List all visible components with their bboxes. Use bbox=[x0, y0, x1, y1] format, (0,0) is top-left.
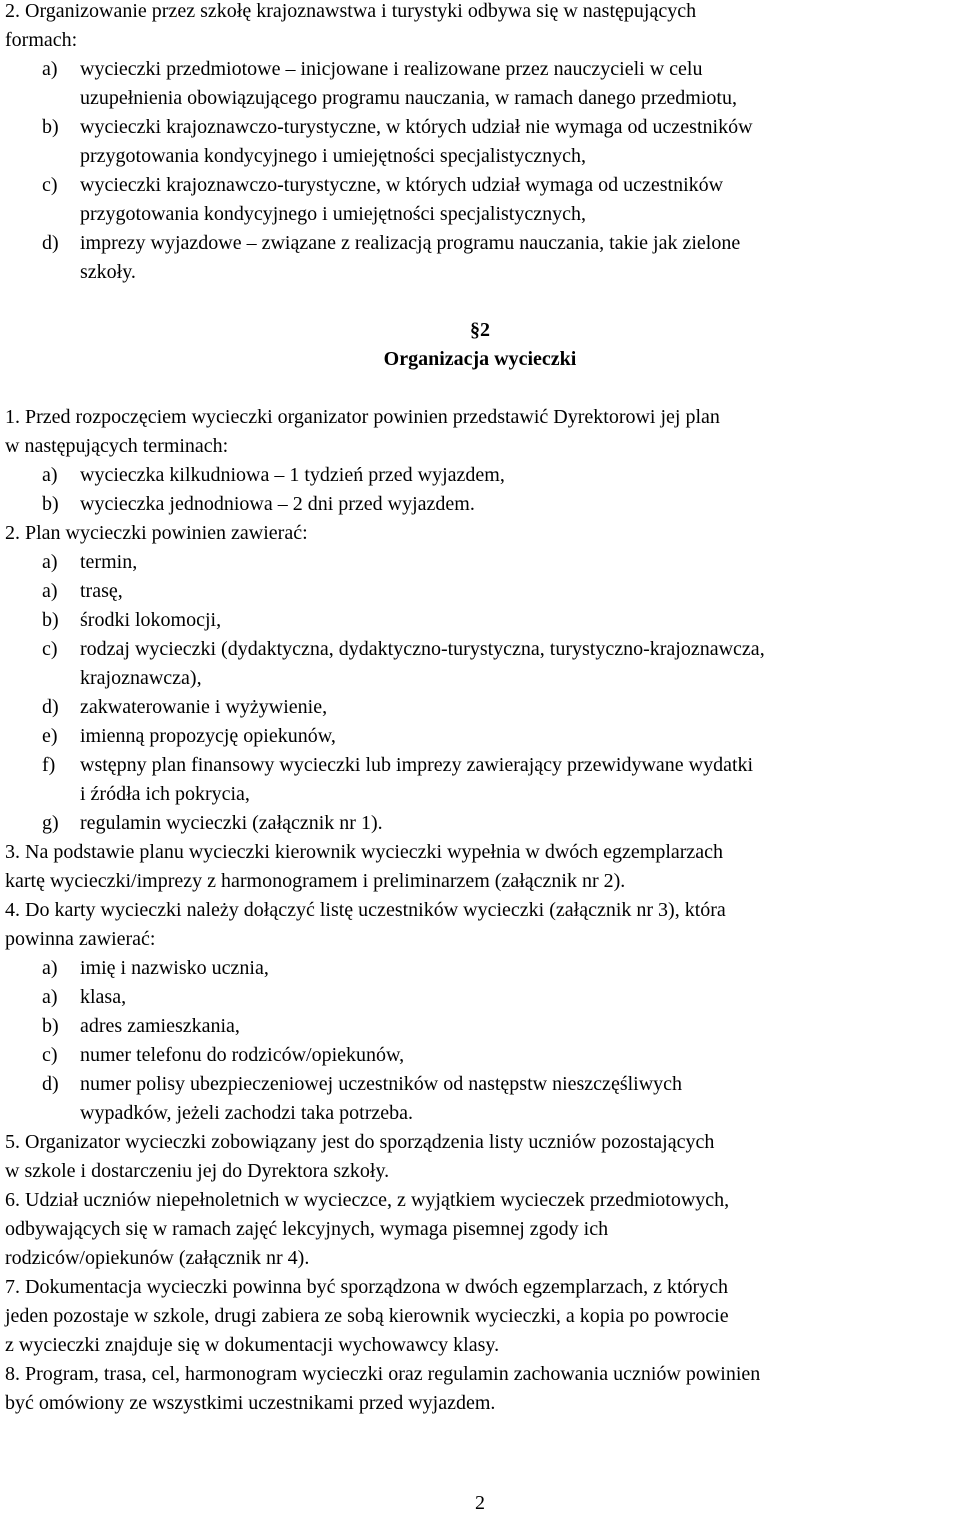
list-item bbox=[42, 1012, 240, 1041]
item-text: termin, bbox=[80, 551, 138, 573]
item-label: c) bbox=[42, 638, 58, 660]
list-item-cont: wypadków, jeżeli zachodzi taka potrzeba. bbox=[80, 1102, 413, 1124]
item-label: a) bbox=[42, 957, 58, 979]
item-label: d) bbox=[42, 232, 59, 254]
item-label: b) bbox=[42, 116, 59, 138]
section-title: Organizacja wycieczki bbox=[383, 348, 577, 370]
item-label: b) bbox=[42, 1015, 59, 1037]
list-item-b-cont: przygotowania kondycyjnego i umiejętności specjalistycznych, bbox=[80, 145, 586, 167]
list-item-d bbox=[42, 229, 740, 258]
list-item-d-cont: szkoły. bbox=[80, 261, 136, 283]
paragraph-6-line-3: rodziców/opiekunów (załącznik nr 4). bbox=[5, 1247, 310, 1269]
list-item bbox=[42, 954, 269, 983]
intro-line-1: 2. Organizowanie przez szkołę krajoznawstwa i turystyki odbywa się w następujących bbox=[5, 0, 697, 22]
item-text: wycieczka kilkudniowa – 1 tydzień przed wyjazdem, bbox=[80, 464, 505, 486]
item-text: adres zamieszkania, bbox=[80, 1015, 240, 1037]
list-item bbox=[42, 983, 126, 1012]
paragraph-6-line-1: 6. Udział uczniów niepełnoletnich w wycieczce, z wyjątkiem wycieczek przedmiotowych, bbox=[5, 1189, 730, 1211]
item-text: wycieczki krajoznawczo-turystyczne, w których udział nie wymaga od uczestników bbox=[80, 116, 753, 138]
paragraph-1-line-2: w następujących terminach: bbox=[5, 435, 229, 457]
list-item-a-cont: uzupełnienia obowiązującego programu nauczania, w ramach danego przedmiotu, bbox=[80, 87, 737, 109]
item-label: a) bbox=[42, 551, 58, 573]
item-label: c) bbox=[42, 174, 58, 196]
paragraph-7-line-2: jeden pozostaje w szkole, drugi zabiera ze sobą kierownik wycieczki, a kopia po powrocie bbox=[5, 1305, 729, 1327]
paragraph-6-line-2: odbywających się w ramach zajęć lekcyjnych, wymaga pisemnej zgody ich bbox=[5, 1218, 609, 1240]
item-label: g) bbox=[42, 812, 59, 834]
item-text: rodzaj wycieczki (dydaktyczna, dydaktyczno-turystyczna, turystyczno-krajoznawcza, bbox=[80, 638, 765, 660]
item-text: trasę, bbox=[80, 580, 123, 602]
paragraph-5-line-2: w szkole i dostarczeniu jej do Dyrektora szkoły. bbox=[5, 1160, 390, 1182]
item-label: c) bbox=[42, 1044, 58, 1066]
paragraph-7-line-1: 7. Dokumentacja wycieczki powinna być sporządzona w dwóch egzemplarzach, z których bbox=[5, 1276, 729, 1298]
list-item-cont: krajoznawcza), bbox=[80, 667, 202, 689]
paragraph-7-line-3: z wycieczki znajduje się w dokumentacji wychowawcy klasy. bbox=[5, 1334, 500, 1356]
item-label: e) bbox=[42, 725, 58, 747]
paragraph-8-line-2: być omówiony ze wszystkimi uczestnikami przed wyjazdem. bbox=[5, 1392, 496, 1414]
item-text: klasa, bbox=[80, 986, 127, 1008]
paragraph-4-line-2: powinna zawierać: bbox=[5, 928, 156, 950]
paragraph-3-line-1: 3. Na podstawie planu wycieczki kierownik wycieczki wypełnia w dwóch egzemplarzach bbox=[5, 841, 724, 863]
list-item bbox=[42, 548, 137, 577]
item-label: a) bbox=[42, 986, 58, 1008]
list-item bbox=[42, 693, 327, 722]
list-item-c bbox=[42, 171, 723, 200]
item-label: a) bbox=[42, 58, 58, 80]
item-label: a) bbox=[42, 464, 58, 486]
item-label: b) bbox=[42, 493, 59, 515]
list-item bbox=[42, 577, 123, 606]
item-text: wstępny plan finansowy wycieczki lub imprezy zawierający przewidywane wydatki bbox=[80, 754, 754, 776]
section-sign-icon: § bbox=[470, 319, 480, 341]
item-label: b) bbox=[42, 609, 59, 631]
item-text: imprezy wyjazdowe – związane z realizacją programu nauczania, takie jak zielone bbox=[80, 232, 741, 254]
list-item bbox=[42, 1041, 404, 1070]
item-text: imienną propozycję opiekunów, bbox=[80, 725, 336, 747]
list-item-a bbox=[42, 55, 702, 84]
item-label: d) bbox=[42, 1073, 59, 1095]
paragraph-3-line-2: kartę wycieczki/imprezy z harmonogramem i preliminarzem (załącznik nr 2). bbox=[5, 870, 626, 892]
paragraph-5-line-1: 5. Organizator wycieczki zobowiązany jest do sporządzenia listy uczniów pozostających bbox=[5, 1131, 715, 1153]
list-item-cont: i źródła ich pokrycia, bbox=[80, 783, 250, 805]
list-item bbox=[42, 635, 765, 664]
item-label: d) bbox=[42, 696, 59, 718]
item-label: a) bbox=[42, 580, 58, 602]
list-item bbox=[42, 490, 475, 519]
paragraph-4-line-1: 4. Do karty wycieczki należy dołączyć listę uczestników wycieczki (załącznik nr 3), która bbox=[5, 899, 726, 921]
section-number: §2 bbox=[470, 319, 490, 341]
item-text: regulamin wycieczki (załącznik nr 1). bbox=[80, 812, 383, 834]
list-item bbox=[42, 751, 753, 780]
item-label: f) bbox=[42, 754, 56, 776]
item-text: numer polisy ubezpieczeniowej uczestników od następstw nieszczęśliwych bbox=[80, 1073, 683, 1095]
page-number: 2 bbox=[475, 1492, 485, 1514]
paragraph-2-line-1: 2. Plan wycieczki powinien zawierać: bbox=[5, 522, 308, 544]
list-item bbox=[42, 606, 221, 635]
item-text: zakwaterowanie i wyżywienie, bbox=[80, 696, 328, 718]
item-text: imię i nazwisko ucznia, bbox=[80, 957, 269, 979]
item-text: wycieczki krajoznawczo-turystyczne, w których udział wymaga od uczestników bbox=[80, 174, 724, 196]
list-item bbox=[42, 722, 336, 751]
paragraph-8-line-1: 8. Program, trasa, cel, harmonogram wycieczki oraz regulamin zachowania uczniów powinien bbox=[5, 1363, 761, 1385]
paragraph-1-line-1: 1. Przed rozpoczęciem wycieczki organizator powinien przedstawić Dyrektorowi jej plan bbox=[5, 406, 720, 428]
item-text: wycieczka jednodniowa – 2 dni przed wyjazdem. bbox=[80, 493, 475, 515]
list-item bbox=[42, 461, 505, 490]
list-item-b bbox=[42, 113, 753, 142]
item-text: numer telefonu do rodziców/opiekunów, bbox=[80, 1044, 405, 1066]
list-item bbox=[42, 809, 383, 838]
list-item-c-cont: przygotowania kondycyjnego i umiejętności specjalistycznych, bbox=[80, 203, 586, 225]
item-text: środki lokomocji, bbox=[80, 609, 222, 631]
list-item bbox=[42, 1070, 682, 1099]
item-text: wycieczki przedmiotowe – inicjowane i realizowane przez nauczycieli w celu bbox=[80, 58, 703, 80]
intro-line-2: formach: bbox=[5, 29, 78, 51]
